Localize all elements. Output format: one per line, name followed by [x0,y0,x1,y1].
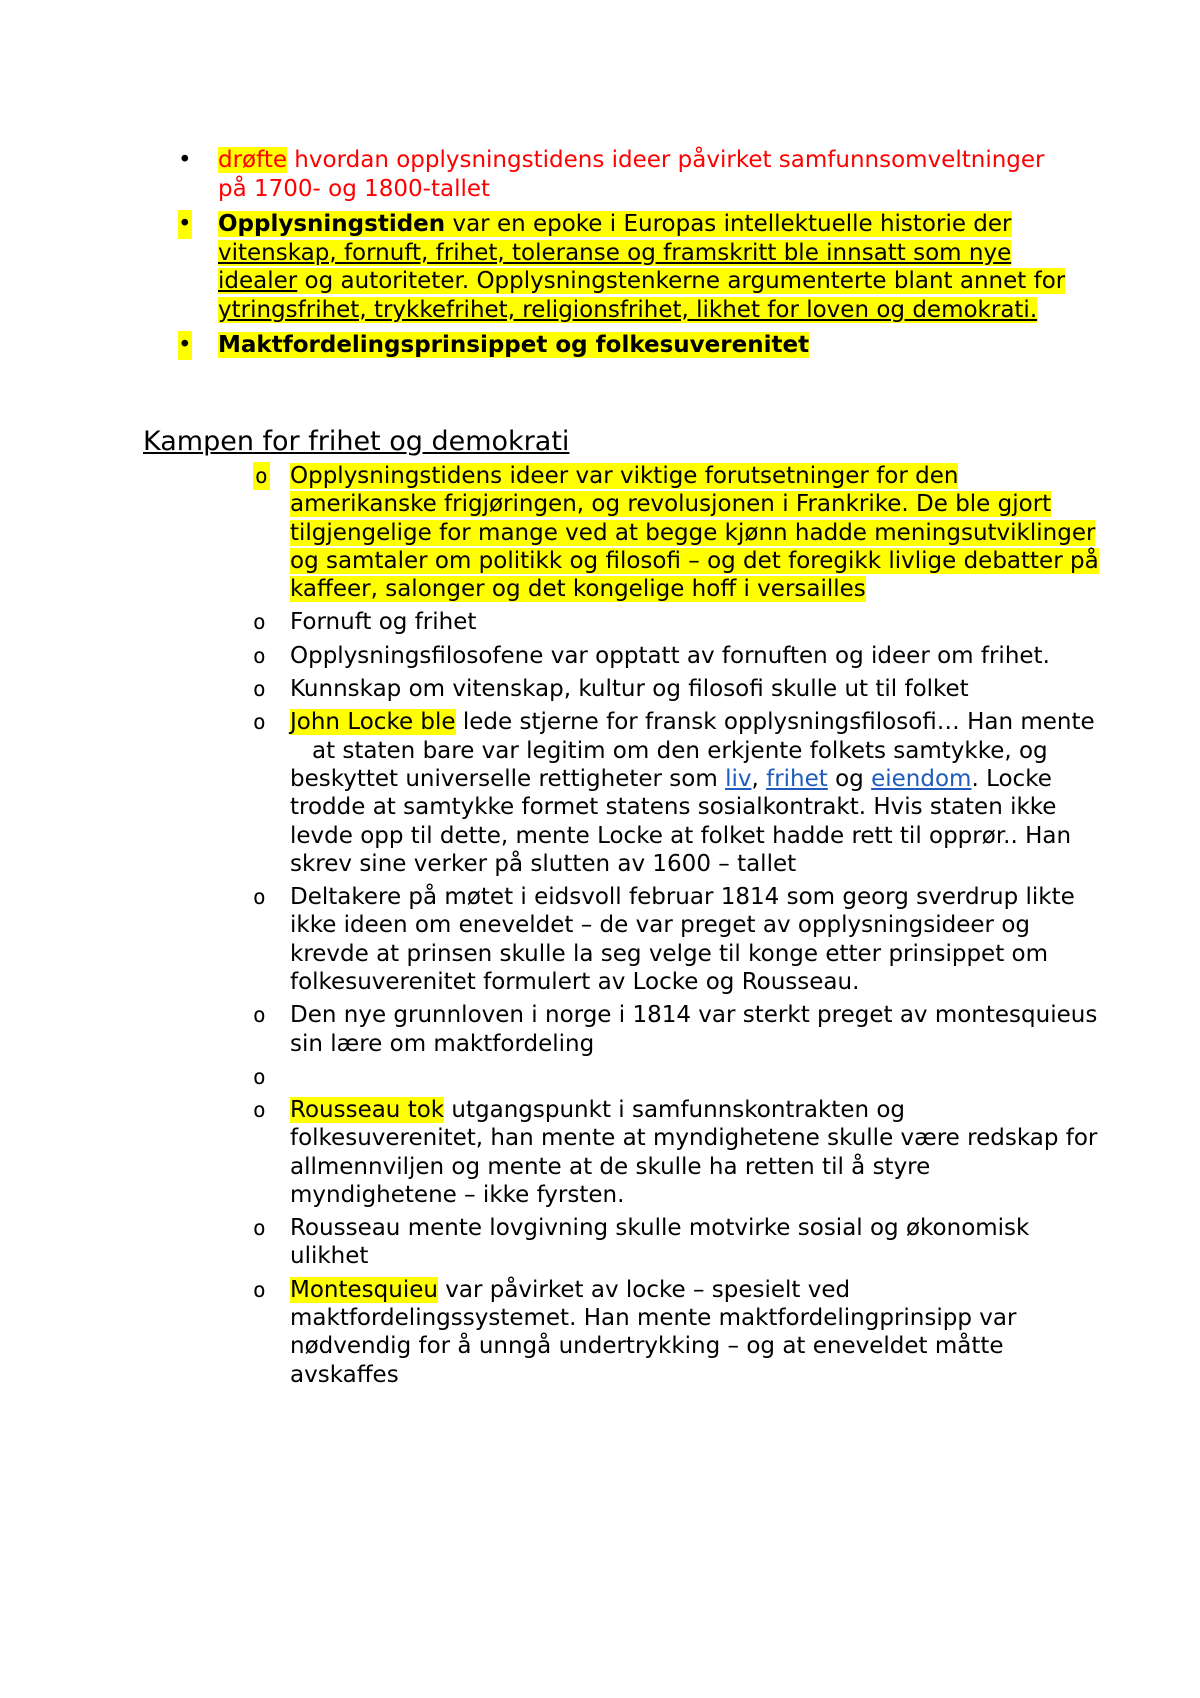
item-text: lede stjerne for fransk opplysningsfilosofi… Han mente [455,709,1095,736]
list-item [172,331,1072,360]
item-text: Kunnskap om vitenskap, kultur og filosofi skulle ut til folket [290,676,969,703]
bullet-icon: • [178,332,192,358]
circle-bullet-icon: o [253,462,270,490]
term-maktfordeling: Maktfordelingsprinsippet og folkesuverenitet [218,332,810,358]
circle-bullet-icon: o [253,643,266,668]
bullet-icon: • [178,211,192,237]
circle-bullet-icon: o [253,1216,266,1241]
sub-bullet-list [243,462,1103,1394]
circle-bullet-icon: o [253,677,266,702]
circle-bullet-icon: o [253,1097,266,1122]
top-bullet-list [172,146,1072,367]
highlighted-name: John Locke ble [290,709,456,736]
highlighted-name: Montesquieu [290,1276,438,1303]
item-text: Rousseau mente lovgivning skulle motvirke sosial og økonomisk ulikhet [290,1215,1030,1270]
section-heading: Kampen for frihet og demokrati [143,426,570,457]
list-item [243,608,1103,636]
list-item [172,210,1072,324]
circle-bullet-icon: o [253,610,266,635]
item-text: Fornuft og frihet [290,609,477,636]
item-text: Deltakere på møtet i eidsvoll februar 1814 som georg sverdrup likte ikke ideen om eneveldet – de var preget av opplysningsideer og krevde at prinsen skulle la seg velge til konge etter prinsippet om folkesuverenitet formulert av Locke og Rousseau. [290,884,1075,996]
list-item [243,1096,1103,1209]
definition-text: og autoriteter. Opplysningstenkerne argumenterte blant annet for [297,268,1066,294]
list-item [243,1276,1103,1389]
separator-text: , [751,765,767,792]
item-text: Opplysningstidens ideer var viktige forutsetninger for den amerikanske frigjøringen, og revolusjonen i Frankrike. De ble gjort tilgjengelige for mange ved at begge kjønn hadde meningsutviklinger og samtaler om politikk og filosofi – og det foregikk livlige debatter på kaffeer, salonger og det kongelige hoff i versailles [290,463,1099,603]
list-item [243,462,1103,603]
circle-bullet-icon: o [253,1064,266,1089]
item-text: Opplysningsfilosofene var opptatt av fornuften og ideer om frihet. [290,642,1050,669]
link-frihet[interactable]: frihet [766,765,828,792]
list-item [243,883,1103,996]
list-item [243,642,1103,670]
item-text: utgangspunkt i samfunnskontrakten og folkesuverenitet, han mente at myndighetene skulle være redskap for allmennviljen og mente at de skulle ha retten til å styre myndighetene – ikke fyrsten. [290,1096,1098,1208]
term-opplysningstiden: Opplysningstiden [218,211,446,237]
item-text: Den nye grunnloven i norge i 1814 var sterkt preget av montesquieus sin lære om maktfordeling [290,1002,1098,1057]
ideals-underlined: vitenskap, fornuft, frihet, toleranse og framskritt ble innsatt som nye idealer [218,239,1012,294]
item-text: . Locke trodde at samtykke formet statens sosialkontrakt. Hvis staten ikke levde opp til dette, mente Locke at folket hadde rett til opprør.. Han skrev sine verker på slutten av 1600 – tallet [290,765,1072,877]
item-text: at staten bare var legitim om den erkjente folkets samtykke, og beskyttet universelle rettigheter som [290,737,1048,792]
list-item [172,146,1072,203]
definition-text: var en epoke i Europas intellektuelle historie der [445,211,1012,237]
circle-bullet-icon: o [253,885,266,910]
link-eiendom[interactable]: eiendom [871,765,972,792]
link-liv[interactable]: liv [725,765,752,792]
freedoms-underlined: ytringsfrihet, trykkefrihet, religionsfrihet, likhet for loven og demokrati. [218,296,1038,323]
list-item [243,708,1103,878]
circle-bullet-icon: o [253,1003,266,1028]
list-item [243,1214,1103,1271]
task-text: hvordan opplysningstidens ideer påvirket samfunnsomveltninger på 1700- og 1800-tallet [218,147,1045,202]
circle-bullet-icon: o [253,710,266,735]
list-item [243,1063,1103,1091]
list-item [243,1001,1103,1058]
task-verb: drøfte [218,147,287,173]
circle-bullet-icon: o [253,1277,266,1302]
list-item [243,675,1103,703]
separator-text: og [827,765,872,792]
item-text: var påvirket av locke – spesielt ved maktfordelingssystemet. Han mente maktfordelingprinsipp var nødvendig for å unngå undertrykking – og at eneveldet måtte avskaffes [290,1276,1017,1388]
bullet-icon: • [178,147,192,173]
highlighted-name: Rousseau tok [290,1096,445,1123]
